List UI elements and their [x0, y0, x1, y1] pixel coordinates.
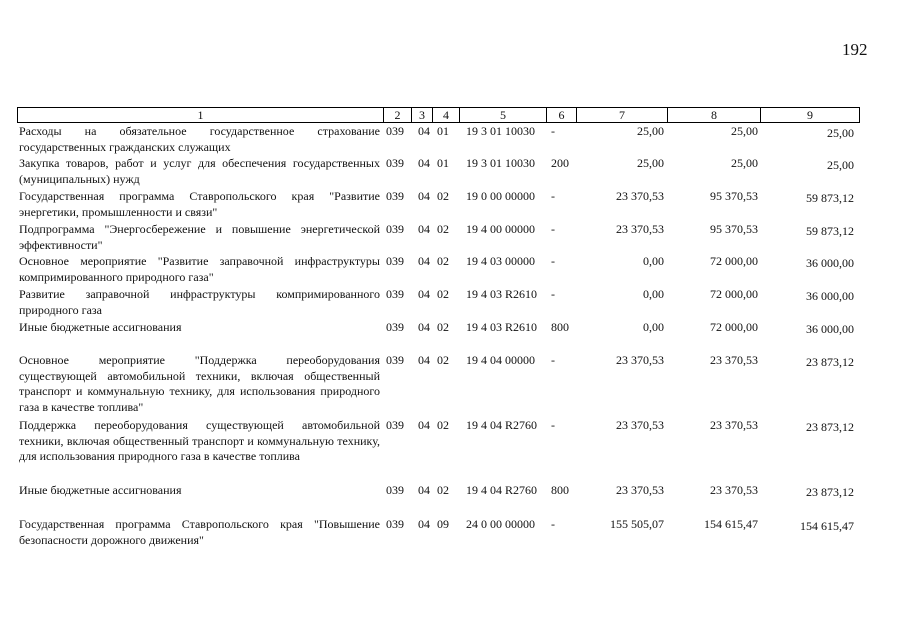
cell-amount-7: 23 370,53 [616, 222, 664, 236]
column-header-8: 8 [667, 107, 760, 123]
cell-pr: 02 [437, 483, 449, 497]
cell-amount-7: 23 370,53 [616, 189, 664, 203]
cell-amount-7: 0,00 [643, 320, 664, 334]
cell-amount-9: 23 873,12 [806, 420, 854, 434]
cell-amount-8: 23 370,53 [710, 483, 758, 497]
cell-pr: 02 [437, 189, 449, 203]
column-header-7: 7 [576, 107, 667, 123]
column-header-9: 9 [760, 107, 860, 123]
column-header-6: 6 [546, 107, 576, 123]
cell-amount-7: 155 505,07 [610, 517, 664, 531]
cell-vr: - [551, 287, 555, 301]
cell-amount-9: 36 000,00 [806, 322, 854, 336]
page-number: 192 [842, 40, 868, 59]
cell-vr: - [551, 517, 555, 531]
cell-amount-9: 59 873,12 [806, 224, 854, 238]
cell-amount-7: 23 370,53 [616, 353, 664, 367]
row-name: Поддержка переоборудования существующей автомобильной техники, включая общественный транспорт и коммунальную технику, для использования природного газа в качестве топлива [19, 418, 380, 463]
cell-vr: - [551, 418, 555, 432]
row-name: Закупка товаров, работ и услуг для обеспечения государственных (муниципальных) нужд [19, 156, 380, 186]
cell-vr: 200 [551, 156, 569, 170]
cell-pr: 02 [437, 287, 449, 301]
cell-rz: 04 [418, 517, 430, 531]
cell-csr: 19 4 03 R2610 [466, 287, 538, 301]
cell-pr: 01 [437, 124, 449, 138]
cell-rz: 04 [418, 189, 430, 203]
cell-pr: 01 [437, 156, 449, 170]
cell-amount-8: 25,00 [731, 124, 758, 138]
cell-rz: 04 [418, 254, 430, 268]
cell-amount-8: 23 370,53 [710, 418, 758, 432]
cell-amount-7: 0,00 [643, 287, 664, 301]
cell-amount-9: 23 873,12 [806, 355, 854, 369]
cell-amount-8: 154 615,47 [704, 517, 758, 531]
cell-amount-7: 25,00 [637, 156, 664, 170]
column-header-3: 3 [411, 107, 432, 123]
cell-amount-9: 154 615,47 [800, 519, 854, 533]
cell-amount-9: 36 000,00 [806, 256, 854, 270]
cell-ved: 039 [386, 320, 404, 334]
cell-ved: 039 [386, 254, 404, 268]
cell-csr: 19 3 01 10030 [466, 156, 535, 170]
cell-ved: 039 [386, 483, 404, 497]
row-name: Государственная программа Ставропольского края "Повышение безопасности дорожного движения" [19, 517, 380, 547]
cell-pr: 09 [437, 517, 449, 531]
cell-pr: 02 [437, 320, 449, 334]
cell-ved: 039 [386, 156, 404, 170]
cell-amount-7: 23 370,53 [616, 483, 664, 497]
cell-rz: 04 [418, 222, 430, 236]
cell-pr: 02 [437, 254, 449, 268]
column-header-5: 5 [459, 107, 546, 123]
cell-amount-9: 23 873,12 [806, 485, 854, 499]
cell-amount-8: 25,00 [731, 156, 758, 170]
cell-csr: 19 4 00 00000 [466, 222, 535, 236]
row-name: Иные бюджетные ассигнования [19, 483, 182, 497]
cell-amount-8: 23 370,53 [710, 353, 758, 367]
cell-ved: 039 [386, 124, 404, 138]
cell-ved: 039 [386, 287, 404, 301]
row-name: Иные бюджетные ассигнования [19, 320, 182, 334]
cell-vr: - [551, 254, 555, 268]
cell-amount-8: 72 000,00 [710, 287, 758, 301]
cell-rz: 04 [418, 353, 430, 367]
cell-amount-8: 95 370,53 [710, 189, 758, 203]
cell-amount-9: 36 000,00 [806, 289, 854, 303]
cell-ved: 039 [386, 222, 404, 236]
cell-amount-7: 0,00 [643, 254, 664, 268]
cell-csr: 19 4 03 00000 [466, 254, 535, 268]
cell-ved: 039 [386, 353, 404, 367]
cell-rz: 04 [418, 483, 430, 497]
cell-pr: 02 [437, 353, 449, 367]
cell-csr: 19 4 04 00000 [466, 353, 535, 367]
cell-vr: - [551, 189, 555, 203]
row-name: Государственная программа Ставропольского края "Развитие энергетики, промышленности и связи" [19, 189, 380, 219]
cell-rz: 04 [418, 418, 430, 432]
cell-rz: 04 [418, 156, 430, 170]
cell-pr: 02 [437, 418, 449, 432]
cell-csr: 19 4 04 R2760 [466, 483, 538, 497]
cell-ved: 039 [386, 517, 404, 531]
cell-ved: 039 [386, 418, 404, 432]
cell-rz: 04 [418, 124, 430, 138]
cell-rz: 04 [418, 320, 430, 334]
cell-pr: 02 [437, 222, 449, 236]
cell-csr: 19 4 03 R2610 [466, 320, 538, 334]
cell-vr: - [551, 222, 555, 236]
row-name: Развитие заправочной инфраструктуры компримированного природного газа [19, 287, 380, 317]
cell-vr: - [551, 124, 555, 138]
cell-vr: - [551, 353, 555, 367]
column-header-4: 4 [432, 107, 459, 123]
cell-csr: 24 0 00 00000 [466, 517, 535, 531]
cell-amount-7: 25,00 [637, 124, 664, 138]
cell-amount-8: 72 000,00 [710, 254, 758, 268]
row-name: Основное мероприятие "Поддержка переоборудования существующей автомобильной техники, включая общественный транспорт и коммунальную технику, для использования природного газа в качестве топлива" [19, 353, 380, 414]
cell-csr: 19 0 00 00000 [466, 189, 535, 203]
cell-rz: 04 [418, 287, 430, 301]
cell-ved: 039 [386, 189, 404, 203]
cell-amount-9: 59 873,12 [806, 191, 854, 205]
row-name: Расходы на обязательное государственное страхование государственных гражданских служащих [19, 124, 380, 154]
cell-amount-9: 25,00 [827, 126, 854, 140]
cell-amount-7: 23 370,53 [616, 418, 664, 432]
cell-amount-8: 72 000,00 [710, 320, 758, 334]
row-name: Основное мероприятие "Развитие заправочной инфраструктуры компримированного природного газа" [19, 254, 380, 284]
column-header-2: 2 [383, 107, 411, 123]
cell-amount-9: 25,00 [827, 158, 854, 172]
column-header-1: 1 [17, 107, 383, 123]
cell-csr: 19 4 04 R2760 [466, 418, 538, 432]
cell-vr: 800 [551, 320, 569, 334]
cell-vr: 800 [551, 483, 569, 497]
cell-csr: 19 3 01 10030 [466, 124, 535, 138]
row-name: Подпрограмма "Энергосбережение и повышение энергетической эффективности" [19, 222, 380, 252]
cell-amount-8: 95 370,53 [710, 222, 758, 236]
